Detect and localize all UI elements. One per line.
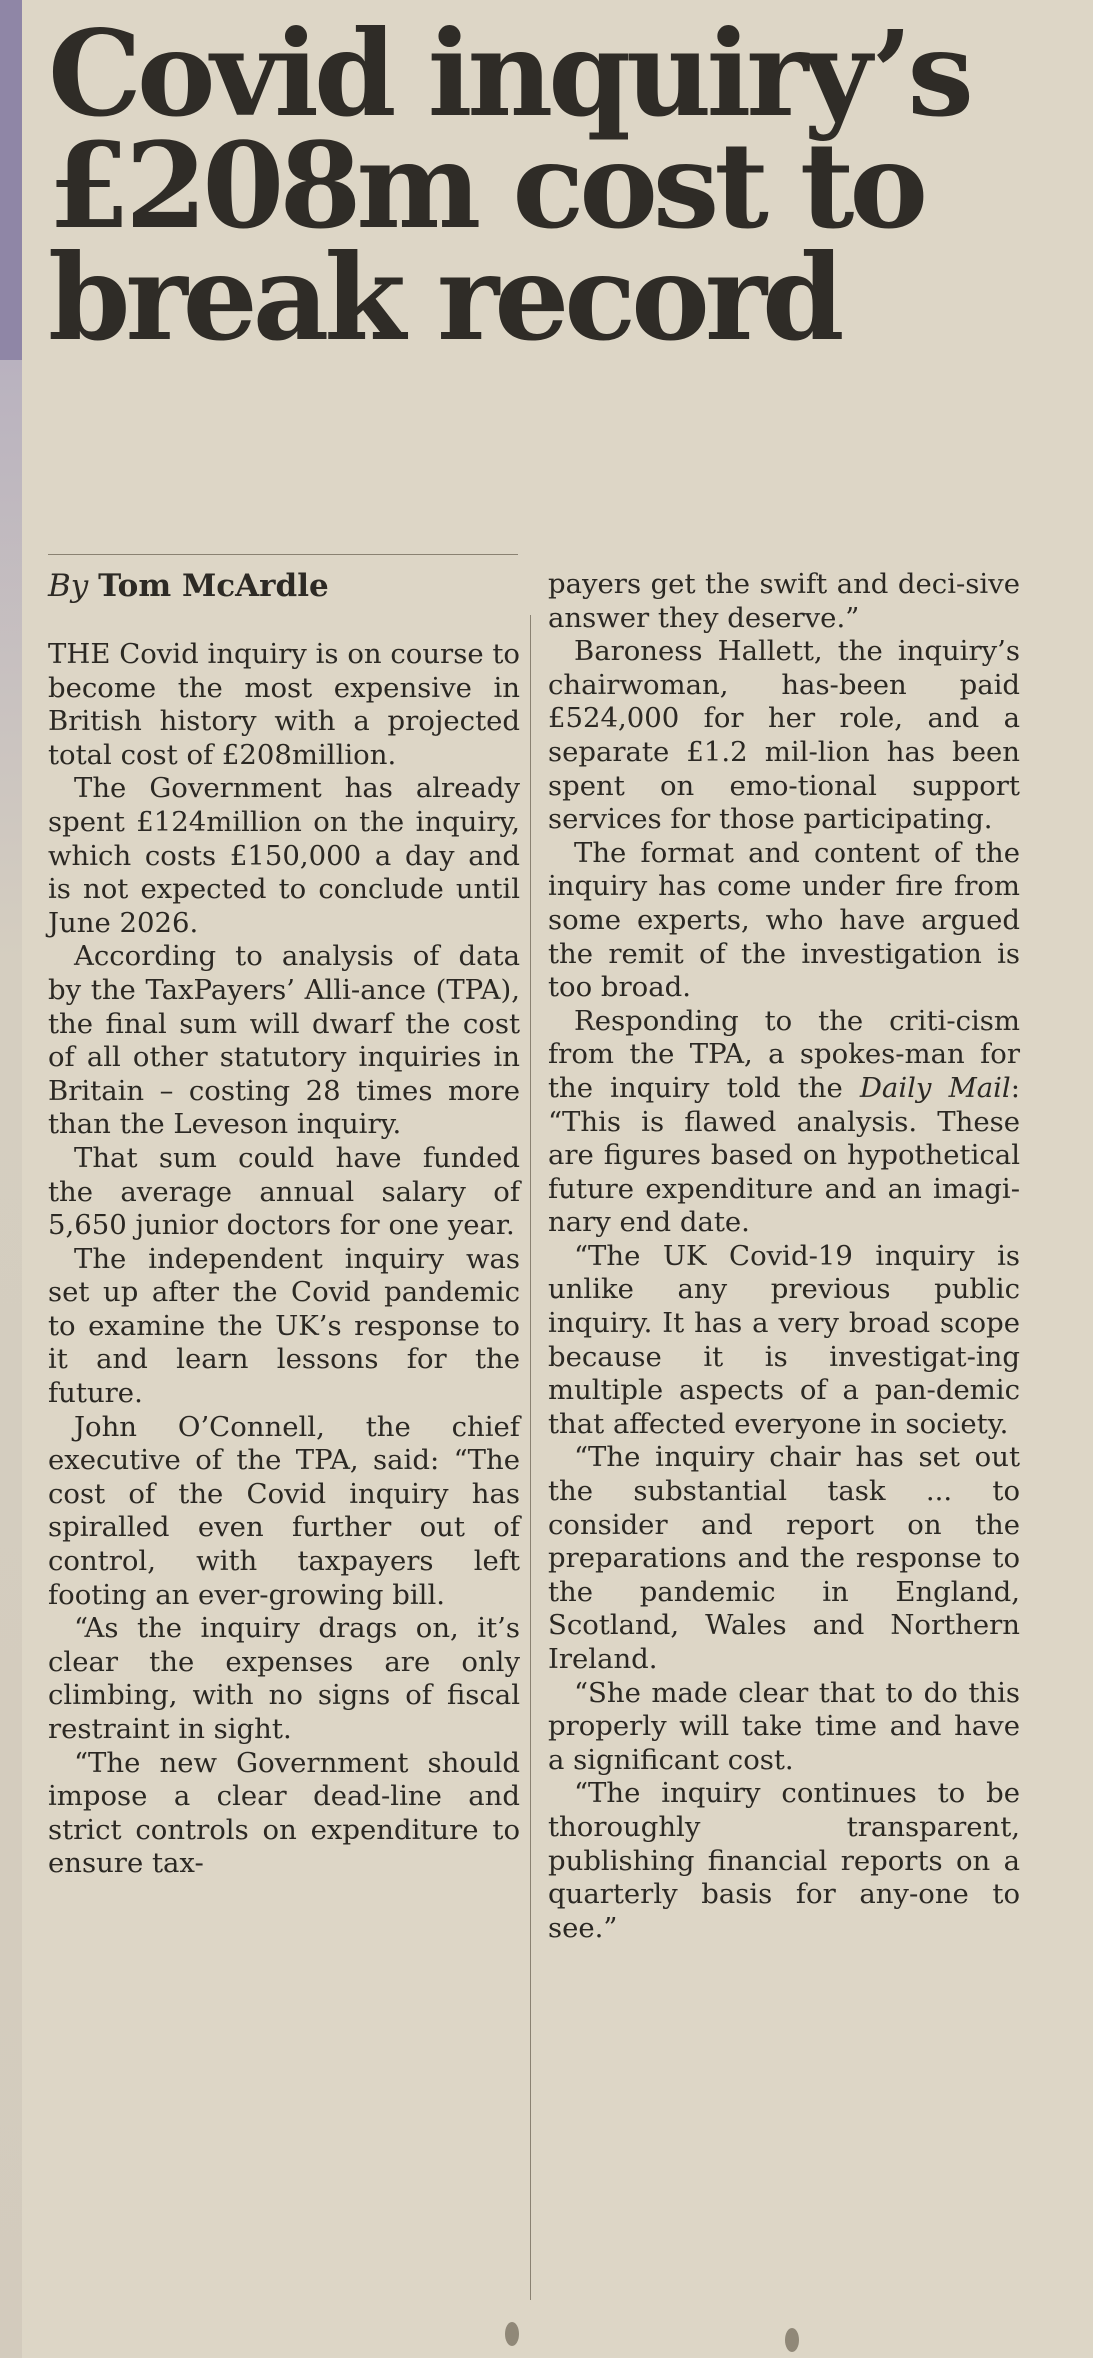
byline-author: Tom McArdle: [98, 568, 329, 604]
paragraph: [548, 1005, 1020, 1240]
paragraph: “The inquiry continues to be thoroughly transparent, publishing financial reports on a quarterly basis for any-one to see.”: [548, 1777, 1020, 1944]
byline: [48, 568, 329, 604]
paragraph: “The UK Covid-19 inquiry is unlike any previous public inquiry. It has a very broad scope because it is investigat-ing multiple aspects of a pan-demic that affected everyone in society.: [548, 1239, 1020, 1440]
paragraph: The independent inquiry was set up after the Covid pandemic to examine the UK’s response to it and learn lessons for the future.: [48, 1242, 520, 1410]
paragraph: “The inquiry chair has set out the substantial task ... to consider and report on the preparations and the response to the pandemic in England, Scotland, Wales and Northern Ireland.: [548, 1441, 1020, 1675]
paragraph-continuation: payers get the swift and deci-sive answer they deserve.”: [548, 568, 1020, 634]
paragraph: The Government has already spent £124million on the inquiry, which costs £150,000 a day and is not expected to conclude until June 2026.: [48, 772, 520, 939]
paragraph: The format and content of the inquiry has come under fire from some experts, who have argued the remit of the investigation is too broad.: [548, 836, 1020, 1004]
left-column: [48, 638, 520, 1881]
column-rule: [530, 615, 531, 2300]
right-column: [548, 568, 1020, 1945]
paragraph: That sum could have funded the average annual salary of 5,650 junior doctors for one year.: [48, 1141, 520, 1242]
byline-rule: [48, 554, 518, 555]
quote-start: : “This is flawed: [548, 1071, 1020, 1138]
byline-prefix: By: [48, 568, 89, 604]
ink-smudge: [505, 2322, 519, 2346]
paragraph: THE Covid inquiry is on course to become the most expensive in British history with a projected total cost of £208million.: [48, 638, 520, 771]
paragraph: “The new Government should impose a clear dead-line and strict controls on expenditure to ensure tax-: [48, 1746, 520, 1880]
headline: Covid inquiry’s £208m cost to break record: [48, 4, 969, 367]
paragraph: “As the inquiry drags on, it’s clear the expenses are only climbing, with no signs of fiscal restraint in sight.: [48, 1612, 520, 1745]
paragraph: John O’Connell, the chief executive of the TPA, said: “The cost of the Covid inquiry has spiralled even further out of control, with taxpayers left footing an ever-growing bill.: [48, 1410, 520, 1611]
paragraph: Baroness Hallett, the inquiry’s chairwoman, has-been paid £524,000 for her role, and a separate £1.2 mil-lion has been spent on emo-tional support services for those participating.: [548, 635, 1020, 836]
paragraph: “She made clear that to do this properly will take time and have a significant cost.: [548, 1676, 1020, 1776]
adjacent-page-edge: [0, 0, 22, 2358]
paragraph-text: analysis. These are figures based on hypothetical future expenditure and an imagi-nary end date.: [548, 1105, 1020, 1239]
publication-name: Daily Mail: [859, 1071, 1011, 1104]
paragraph-text: Responding to the criti-cism from the TPA, a spokes-man for the inquiry told the: [548, 1004, 1020, 1104]
ink-smudge: [785, 2328, 799, 2352]
paragraph: According to analysis of data by the TaxPayers’ Alli-ance (TPA), the final sum will dwarf the cost of all other statutory inquiries in Britain – costing 28 times more than the Leveson inquiry.: [48, 940, 520, 1141]
